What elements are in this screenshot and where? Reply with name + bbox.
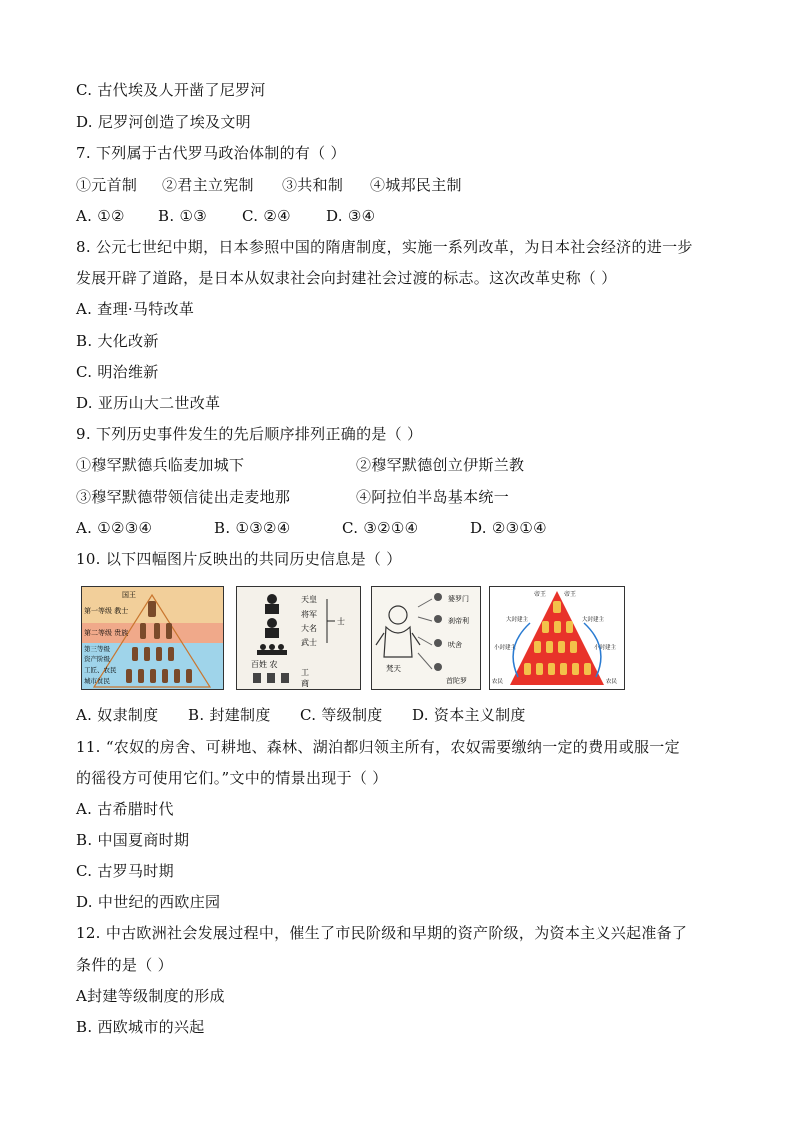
q11-option-d[interactable]: D. 中世纪的西欧庄园: [76, 893, 221, 911]
fig3-label-2: 刹帝利: [448, 617, 469, 625]
fig2-label-3: 大名: [301, 624, 317, 633]
q7-stem: 7. 下列属于古代罗马政治体制的有（ ）: [76, 144, 346, 162]
fig3-label-3: 吠舍: [448, 641, 462, 649]
q10-option-d[interactable]: D. 资本主义制度: [412, 706, 526, 724]
fig1-label-3: 第三等级: [84, 645, 110, 653]
q7-options: [76, 206, 375, 226]
q6-option-d[interactable]: D. 尼罗河创造了埃及文明: [76, 113, 251, 131]
q10-figure-1: [81, 586, 224, 690]
fig4-label-6: 小封建主: [594, 645, 617, 651]
q10-figure-3: [371, 586, 481, 690]
fig3-label-4: 首陀罗: [446, 677, 467, 685]
q12-stem-line1: 12. 中古欧洲社会发展过程中，催生了市民阶级和早期的资产阶级，为资本主义兴起准备了: [76, 924, 688, 942]
fig1-label-king: 国王: [122, 591, 136, 599]
fig1-label-2: 第二等级 贵族: [84, 629, 129, 637]
q9-stem: 9. 下列历史事件发生的先后顺序排列正确的是（ ）: [76, 425, 423, 443]
q8-option-d[interactable]: D. 亚历山大二世改革: [76, 394, 221, 412]
q12-option-b[interactable]: B. 西欧城市的兴起: [76, 1018, 205, 1036]
fig2-label-5: 士: [337, 617, 345, 626]
fig2-label-2: 将军: [301, 610, 317, 619]
q7-item-4: ④城邦民主制: [370, 176, 462, 194]
q7-item-1: ①元首制: [76, 176, 138, 194]
q10-figure-4: [489, 586, 625, 690]
q7-items: [76, 175, 462, 195]
fig1-label-4: 资产阶级: [84, 655, 110, 663]
q7-item-2: ②君主立宪制: [162, 176, 254, 194]
fig2-bottom-3: 商: [301, 679, 309, 688]
q11-stem-line1: 11. “农奴的房舍、可耕地、森林、湖泊都归领主所有，农奴需要缴纳一定的费用或服一定: [76, 738, 680, 756]
q11-option-a[interactable]: A. 古希腊时代: [76, 800, 174, 818]
q9-option-c[interactable]: C. ③②①④: [342, 519, 419, 537]
fig1-label-5: 工匠、农民: [84, 666, 117, 674]
fig4-label-7: 农民: [492, 679, 504, 685]
fig4-label-1: 帝王: [534, 591, 547, 598]
q7-option-b[interactable]: B. ①③: [158, 207, 207, 225]
q12-option-a[interactable]: A封建等级制度的形成: [76, 987, 225, 1005]
q10-stem: 10. 以下四幅图片反映出的共同历史信息是（ ）: [76, 550, 402, 568]
fig1-label-1: 第一等级 教士: [84, 607, 129, 615]
q9-item-4: ④阿拉伯半岛基本统一: [356, 488, 510, 506]
fig3-label-brahma: 梵天: [386, 664, 401, 673]
q10-figure-2: [236, 586, 361, 690]
fig4-label-8: 农民: [606, 679, 618, 685]
q9-item-3: ③穆罕默德带领信徒出走麦地那: [76, 488, 291, 506]
fig2-bottom-1: 百姓 农: [251, 660, 278, 669]
fig4-label-2: 帝王: [564, 591, 577, 598]
q9-option-a[interactable]: A. ①②③④: [76, 519, 153, 537]
q10-options: [76, 705, 526, 725]
q7-option-a[interactable]: A. ①②: [76, 207, 125, 225]
q10-option-c[interactable]: C. 等级制度: [300, 706, 383, 724]
q12-stem-line2: 条件的是（ ）: [76, 956, 173, 974]
q11-option-b[interactable]: B. 中国夏商时期: [76, 831, 190, 849]
fig2-label-4: 武士: [301, 638, 317, 647]
q9-option-b[interactable]: B. ①③②④: [214, 519, 291, 537]
q9-option-d[interactable]: D. ②③①④: [470, 519, 547, 537]
q7-item-3: ③共和制: [282, 176, 344, 194]
q8-option-a[interactable]: A. 查理·马特改革: [76, 300, 195, 318]
q10-option-b[interactable]: B. 封建制度: [188, 706, 271, 724]
fig1-label-6: 城市贫民: [84, 677, 110, 685]
q9-options: [76, 518, 547, 538]
q8-stem-line1: 8. 公元七世纪中期，日本参照中国的隋唐制度，实施一系列改革，为日本社会经济的进一步: [76, 238, 693, 256]
q8-option-b[interactable]: B. 大化改新: [76, 332, 159, 350]
q11-stem-line2: 的徭役方可使用它们。”文中的情景出现于（ ）: [76, 769, 388, 787]
fig4-label-4: 大封建主: [582, 617, 605, 623]
q10-option-a[interactable]: A. 奴隶制度: [76, 706, 159, 724]
q9-item-1: ①穆罕默德兵临麦加城下: [76, 456, 245, 474]
q7-option-d[interactable]: D. ③④: [326, 207, 376, 225]
fig4-label-3: 大封建主: [506, 617, 529, 623]
fig2-label-1: 天皇: [301, 595, 317, 604]
q11-option-c[interactable]: C. 古罗马时期: [76, 862, 174, 880]
q9-item-2: ②穆罕默德创立伊斯兰教: [356, 456, 525, 474]
q8-option-c[interactable]: C. 明治维新: [76, 363, 159, 381]
fig2-bottom-2: 工: [301, 668, 309, 677]
fig4-label-5: 小封建主: [494, 645, 517, 651]
q8-stem-line2: 发展开辟了道路，是日本从奴隶社会向封建社会过渡的标志。这次改革史称（ ）: [76, 269, 617, 287]
q6-option-c[interactable]: C. 古代埃及人开凿了尼罗河: [76, 81, 266, 99]
q7-option-c[interactable]: C. ②④: [242, 207, 291, 225]
fig3-label-1: 婆罗门: [448, 595, 469, 603]
